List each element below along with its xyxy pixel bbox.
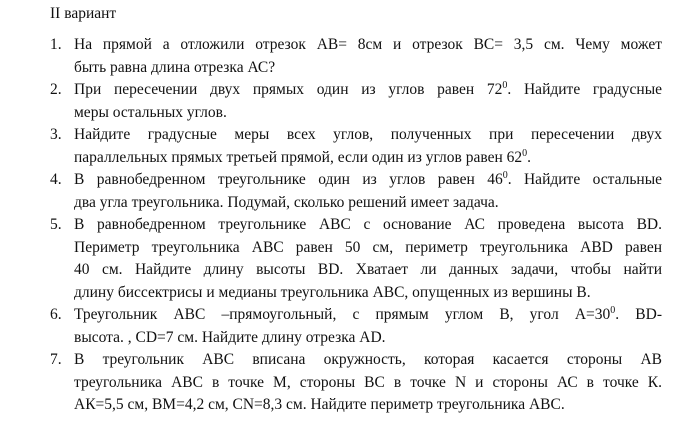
task-number: 6. (50, 306, 62, 323)
task-number: 7. (50, 351, 62, 368)
task-6 (50, 304, 662, 349)
task-line-with-degree (74, 147, 662, 170)
task-line-with-degree (74, 169, 662, 192)
task-number: 3. (50, 126, 62, 143)
line-text: При пересечении двух прямых один из углов равен 72 (74, 81, 503, 98)
task-line: Найдите градусные меры всех углов, полученных при пересечении двух (74, 126, 662, 143)
task-text (74, 79, 662, 124)
task-7 (50, 349, 662, 417)
task-number: 5. (50, 216, 62, 233)
task-1 (50, 34, 662, 79)
task-line: В равнобедренном треугольнике АВС с основание АС проведена высота BD. (74, 216, 662, 233)
task-2 (50, 79, 662, 124)
task-text (74, 124, 662, 169)
task-text (74, 304, 662, 349)
task-text (74, 214, 662, 304)
task-line-with-degree (74, 79, 662, 102)
task-4 (50, 169, 662, 214)
line-text: параллельных прямых третьей прямой, если один из углов равен 62 (74, 148, 523, 166)
line-text-after-degree: . Найдите остальные (507, 171, 662, 188)
line-text: Треугольник АВС –прямоугольный, с прямым углом В, угол А=30 (74, 306, 611, 323)
task-line: высота. , CD=7 см. Найдите длину отрезка AD. (74, 328, 386, 346)
task-line-with-degree (74, 304, 662, 327)
task-number: 4. (50, 171, 62, 188)
task-line: Периметр треугольника АВС равен 50 см, периметр треугольника ABD равен (74, 238, 662, 256)
task-3 (50, 124, 662, 169)
task-number: 2. (50, 81, 62, 98)
task-line: АК=5,5 см, ВМ=4,2 см, СN=8,3 см. Найдите периметр треугольника АВС. (74, 396, 565, 413)
degree-mark: 0 (502, 170, 508, 181)
task-text (74, 349, 662, 417)
task-line: 40 см. Найдите длину высоты BD. Хватает ли данных задачи, чтобы найти (74, 261, 662, 278)
line-text-after-degree: . (527, 148, 531, 166)
degree-mark: 0 (610, 305, 616, 316)
task-number: 1. (50, 36, 62, 53)
degree-mark: 0 (522, 147, 528, 159)
line-text: В равнобедренном треугольнике один из углов равен 46 (74, 171, 503, 188)
line-text-after-degree: . Найдите градусные (507, 81, 662, 98)
task-line: быть равна длина отрезка АС? (74, 58, 276, 76)
line-text-after-degree: . BD- (615, 306, 662, 323)
variant-heading: II вариант (50, 5, 117, 22)
task-text (74, 34, 662, 79)
task-line: На прямой а отложили отрезок АВ= 8см и отрезок ВС= 3,5 см. Чему может (74, 36, 662, 53)
degree-mark: 0 (502, 80, 508, 91)
task-5 (50, 214, 662, 304)
task-line: два угла треугольника. Подумай, сколько решений имеет задача. (74, 193, 499, 211)
task-text (74, 169, 662, 214)
task-line: треугольника АВС в точке М, стороны ВС в точке N и стороны АС в точке К. (74, 373, 662, 391)
task-line: длину биссектрисы и медианы треугольника АВС, опущенных из вершины В. (74, 283, 591, 301)
task-line: меры остальных углов. (74, 103, 227, 121)
task-line: В треугольник АВС вписана окружность, которая касается стороны АВ (74, 351, 662, 368)
